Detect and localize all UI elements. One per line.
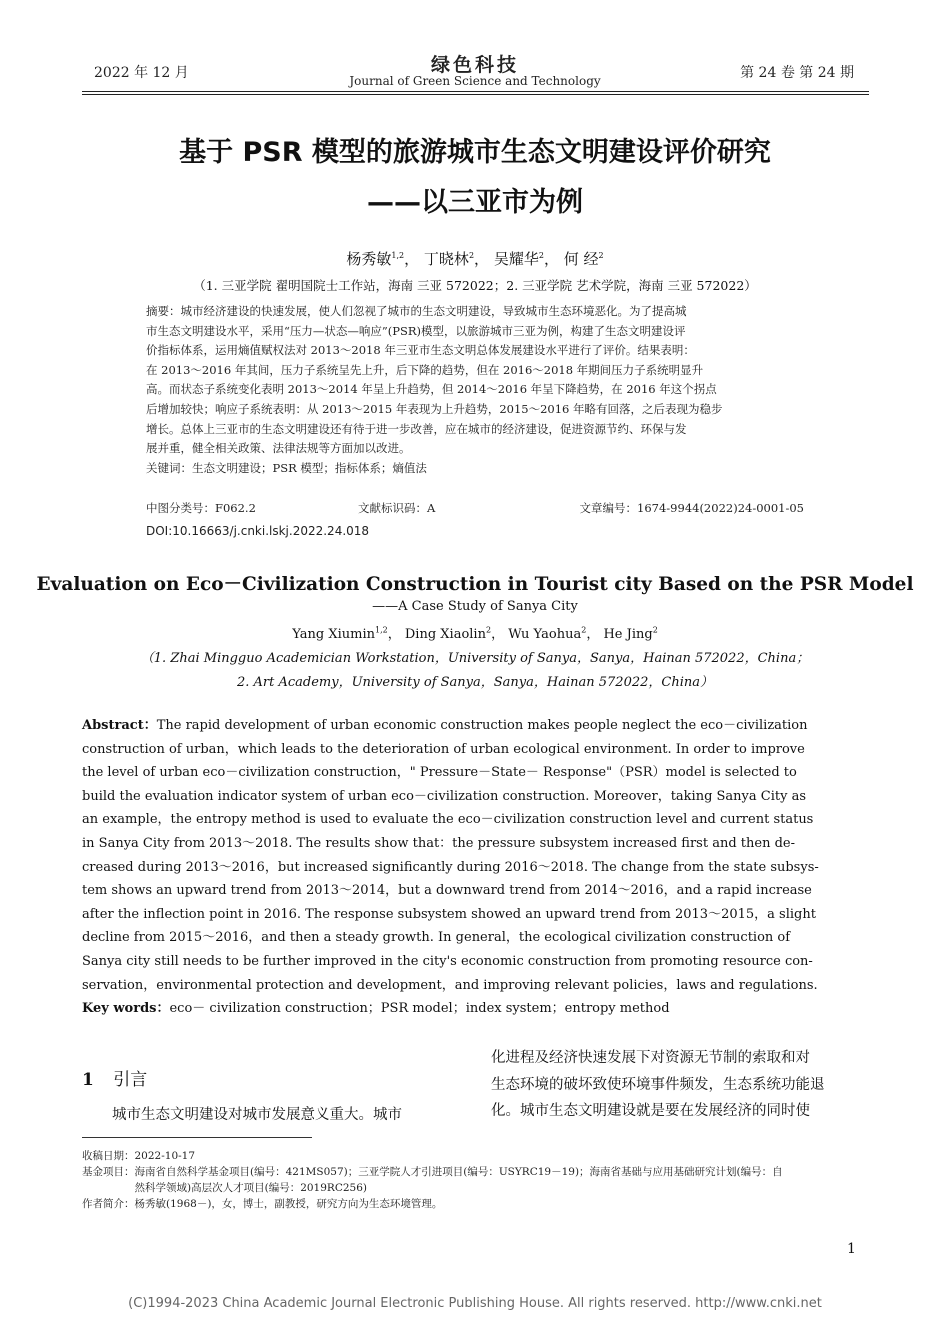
- abstract-en-line: after the inflection point in 2016. The response subsystem showed an upward trend from 2013～2015，a slight: [82, 906, 816, 922]
- author: 杨秀敏: [346, 250, 392, 268]
- footnote-rule: [82, 1137, 312, 1138]
- clc-number: 中图分类号：F062.2: [146, 501, 256, 515]
- author: 何 经: [563, 250, 599, 268]
- abstract-en-line: in Sanya City from 2013～2018. The results show that：the pressure subsystem increased first and then de-: [82, 835, 795, 851]
- header-issue: 第 24 卷 第 24 期: [740, 65, 854, 81]
- intro-paragraph-left: 城市生态文明建设对城市发展意义重大。城市: [112, 1107, 402, 1123]
- author-en: Yang Xiumin: [292, 627, 375, 642]
- header-rule: [82, 91, 869, 92]
- header-date: 2022 年 12 月: [94, 65, 189, 81]
- keywords-en: Key words：eco－ civilization construction；PSR model；index system；entropy method: [82, 1001, 670, 1017]
- title-en: Evaluation on Eco－Civilization Construction in Tourist city Based on the PSR Model: [36, 574, 914, 595]
- abstract-cn-line: 增长。总体上三亚市的生态文明建设还有待于进一步改善，应在城市的经济建设，促进资源节约、环保与发: [146, 421, 687, 436]
- abstract-cn-line: 市生态文明建设水平，采用“压力—状态—响应”(PSR)模型，以旅游城市三亚为例，构建了生态文明建设评: [146, 323, 686, 338]
- article-number: 文章编号：1674-9944(2022)24-0001-05: [579, 501, 804, 515]
- doi: DOI:10.16663/j.cnki.lskj.2022.24.018: [146, 524, 370, 538]
- abstract-en-line: the level of urban eco－civilization construction，" Pressure－State－ Response"（PSR）model is selected to: [82, 765, 797, 781]
- funding: 基金项目：海南省自然科学基金项目(编号：421MS057)；三亚学院人才引进项目(编号：USYRC19－19)；海南省基础与应用基础研究计划(编号：自: [82, 1166, 783, 1178]
- abstract-cn-line: 在 2013～2016 年其间，压力子系统呈先上升，后下降的趋势，但在 2016～2018 年期间压力子系统明显升: [146, 362, 704, 377]
- document-code: 文献标识码：A: [358, 501, 436, 515]
- abstract-en-line: Sanya city still needs to be further improved in the city's economic construction from promoting resource con-: [82, 953, 813, 969]
- funding-cont: 然科学领域)高层次人才项目(编号：2019RC256): [82, 1182, 367, 1194]
- abstract-en-line: an example，the entropy method is used to evaluate the eco－civilization construction level and current status: [82, 812, 814, 828]
- page-number: 1: [847, 1241, 856, 1257]
- abstract-cn-line: 展并重，健全相关政策、法律法规等方面加以改进。: [146, 441, 411, 456]
- authors-en: Yang Xiumin$^{1,2}$， Ding Xiaolin$^2$， Wu Yaohua$^2$， He Jing$^2$: [292, 625, 658, 642]
- title-cn-line1: 基于 PSR 模型的旅游城市生态文明建设评价研究: [179, 137, 771, 168]
- intro-paragraph-right: 化进程及经济快速发展下对资源无节制的索取和对 生态环境的破坏致使环境事件频发，生态系统功能退 化。城市生态文明建设就是要在发展经济的同时使: [491, 1050, 825, 1119]
- keywords-cn: 关键词：生态文明建设；PSR 模型；指标体系；熵值法: [146, 460, 427, 475]
- subtitle-en: ——A Case Study of Sanya City: [372, 599, 578, 614]
- section-heading: [82, 1065, 147, 1090]
- authors-cn: 杨秀敏$^{1,2}$， 丁晓林$^2$， 吴耀华$^2$， 何 经$^2$: [346, 250, 604, 268]
- abstract-cn-line: 后增加较快；响应子系统表明：从 2013～2015 年表现为上升趋势，2015～2016 年略有回落，之后表现为稳步: [146, 401, 723, 416]
- abstract-en-line: tem shows an upward trend from 2013～2014，but a downward trend from 2014～2016，and a rapid increase: [82, 883, 812, 899]
- abstract-en-line: decline from 2015～2016，and then a steady growth. In general，the ecological civilization construction of: [82, 930, 791, 946]
- section-number: 1: [82, 1070, 94, 1090]
- abstract-en-line: build the evaluation indicator system of urban eco－civilization construction. Moreover，taking Sanya City as: [82, 788, 807, 804]
- keywords-label: Key words：: [82, 1001, 170, 1017]
- abstract-en-line: construction of urban，which leads to the deterioration of urban ecological environment. In order to improve: [82, 741, 805, 757]
- affiliation-cn: （1. 三亚学院 翟明国院士工作站，海南 三亚 572022；2. 三亚学院 艺术学院，海南 三亚 572022）: [193, 278, 757, 293]
- abstract-cn-line: 摘要：城市经济建设的快速发展，使人们忽视了城市的生态文明建设，导致城市生态环境恶化。为了提高城: [146, 304, 687, 318]
- abstract-cn: [146, 302, 804, 478]
- abstract-cn-line: 价指标体系，运用熵值赋权法对 2013～2018 年三亚市生态文明总体发展建设水平进行了评价。结果表明：: [146, 343, 695, 358]
- affiliation-en-1: （1. Zhai Mingguo Academician Workstation，University of Sanya，Sanya，Hainan 572022，China；: [140, 651, 810, 666]
- author: 丁晓林: [423, 250, 469, 268]
- author: 吴耀华: [493, 250, 539, 268]
- title-cn-line2: ——以三亚市为例: [367, 187, 583, 218]
- author-en: Ding Xiaolin: [404, 627, 486, 642]
- section-title: 引言: [113, 1070, 148, 1090]
- received-date: 收稿日期：2022-10-17: [82, 1150, 196, 1162]
- author-en: He Jing: [603, 627, 653, 642]
- footnotes: [82, 1148, 871, 1212]
- header-rule-2: [82, 94, 869, 95]
- copyright-footer: (C)1994-2023 China Academic Journal Electronic Publishing House. All rights reserved. http://www.cnki.net: [128, 1296, 822, 1311]
- author-bio: 作者简介：杨秀敏(1968－)，女，博士，副教授，研究方向为生态环境管理。: [82, 1198, 443, 1210]
- author-en: Wu Yaohua: [508, 627, 582, 642]
- abstract-en-line: creased during 2013～2016，but increased significantly during 2016～2018. The change from the state subsys-: [82, 859, 819, 875]
- abstract-label: Abstract：: [82, 718, 157, 733]
- abstract-en-line: servation，environmental protection and development，and improving relevant policies，laws and regulations.: [82, 977, 818, 993]
- abstract-cn-line: 高。而状态子系统变化表明 2013～2014 年呈上升趋势，但 2014～2016 年呈下降趋势，在 2016 年这个拐点: [146, 382, 717, 397]
- abstract-en: Abstract：The rapid development of urban economic construction makes people neglect the eco－civilization construction of urban，which leads to the deterioration of urban ecological environment. In order to improve the level of urban eco－civilization construction，" Pressure－State－ Response"（PSR）model is selected to build the evaluation indicator system of urban eco－civilization construction. Moreover，taking Sanya City as an example，the entropy method is used to evaluate the eco－civilization construction level and current status in Sanya City from 2013～2018. The results show that：the pressure subsystem increased first and then de- creased during 2013～2016，but increased significantly during 2016～2018. The change from the state subsys- tem shows an upward trend from 2013～2014，but a downward trend from 2014～2016，and a rapid increase after the inflection point in 2016. The response subsystem showed an upward trend from 2013～2015，a slight decline from 2015～2016，and then a steady growth. In general，the ecological civilization construction of Sanya city still needs to be further improved in the city's economic construction from promoting resource con- servation，environmental protection and development，and improving relevant policies，laws and regulations. Key words：eco－ civilization construction；PSR model；index system；entropy method: [82, 714, 871, 1021]
- journal-name-en: Journal of Green Science and Technology: [349, 74, 601, 88]
- journal-name-cn: 绿色科技: [430, 54, 519, 76]
- affiliation-en-2: 2. Art Academy，University of Sanya，Sanya，Hainan 572022，China）: [237, 675, 713, 690]
